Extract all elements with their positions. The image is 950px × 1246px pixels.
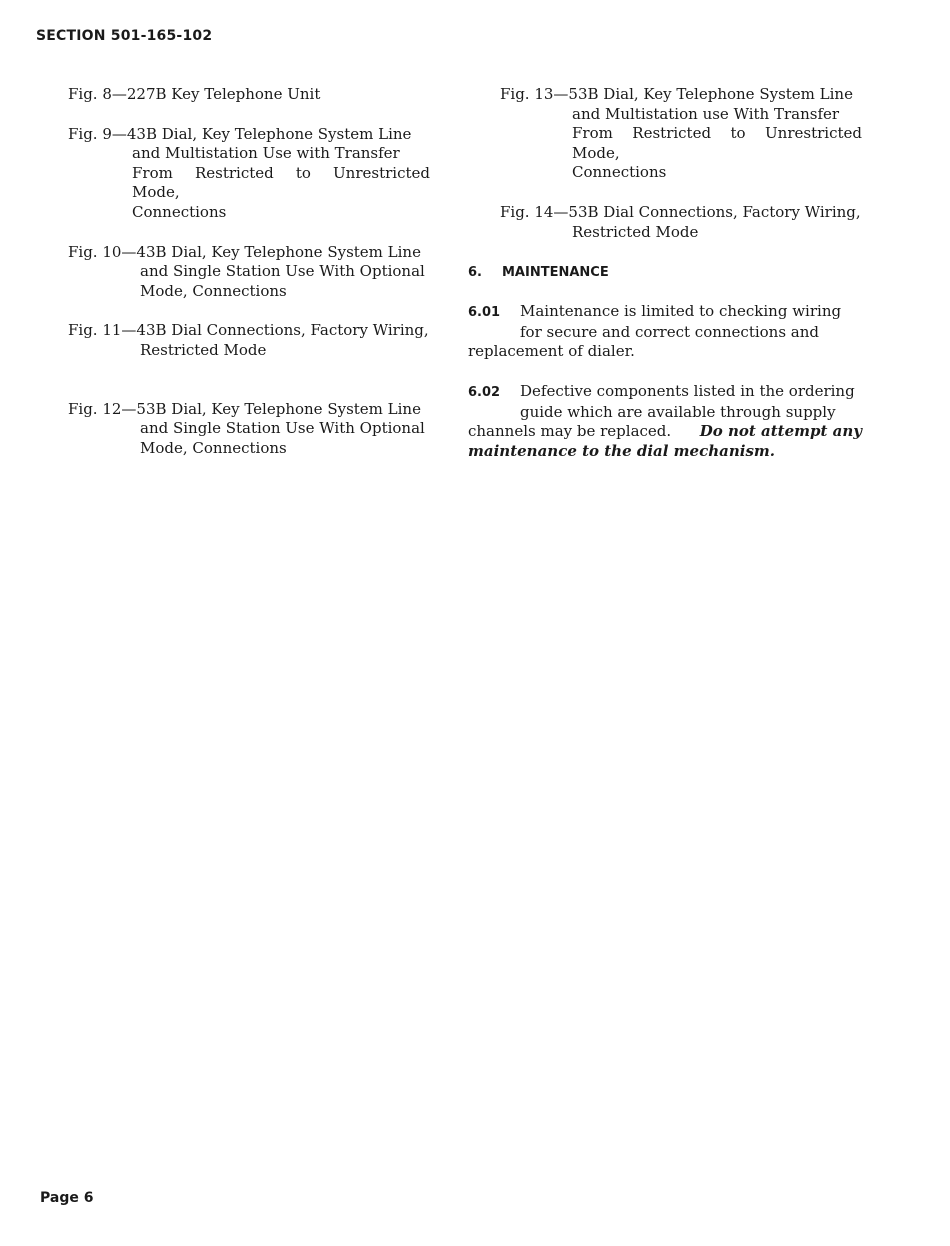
paragraph-line [468, 302, 862, 323]
figure-caption-14 [468, 203, 862, 242]
caption-line: From Restricted to Unrestricted Mode, [572, 124, 862, 162]
heading-number: 6. [468, 265, 482, 281]
figure-caption-12 [68, 400, 430, 459]
figure-caption-9 [68, 125, 430, 223]
emphasis-text: Do not attempt any [699, 422, 862, 441]
caption-line: and Single Station Use With Optional [140, 262, 425, 281]
caption-line: From Restricted to Unrestricted Mode, [132, 163, 430, 202]
paragraph-6-01 [468, 302, 862, 362]
caption-line: Fig. 11—43B Dial Connections, Factory Wiring, [68, 321, 429, 340]
caption-line: Fig. 9—43B Dial, Key Telephone System Line [68, 124, 412, 143]
paragraph-line: guide which are available through supply [520, 402, 836, 421]
caption-line: Fig. 13—53B Dial, Key Telephone System Line [500, 85, 853, 103]
caption-line: Restricted Mode [140, 340, 267, 359]
caption-line: Fig. 10—43B Dial, Key Telephone System Line [68, 242, 421, 261]
caption-line: and Multistation Use with Transfer [132, 144, 400, 163]
paragraph-text: channels may be replaced. [468, 422, 672, 441]
emphasis-text: maintenance to the dial mechanism. [468, 441, 775, 460]
paragraph-text: Defective components listed in the ordering [520, 381, 855, 400]
heading-title: MAINTENANCE [502, 265, 609, 281]
section-heading-maintenance [468, 263, 862, 282]
left-column [68, 85, 430, 458]
caption-line: Connections [132, 202, 227, 221]
caption-line: Fig. 8—227B Key Telephone Unit [68, 85, 321, 103]
paragraph-line [468, 382, 862, 403]
caption-line: and Single Station Use With Optional [140, 419, 425, 438]
figure-caption-11 [68, 321, 430, 360]
page-number: Page 6 [40, 1190, 94, 1206]
paragraph-text: Maintenance is limited to checking wiring [520, 302, 842, 321]
paragraph-line [468, 422, 862, 442]
caption-line: Mode, Connections [140, 438, 287, 457]
paragraph-line: for secure and correct connections and [520, 322, 820, 341]
paragraph-6-02 [468, 382, 862, 461]
caption-line: Connections [572, 163, 667, 182]
section-header: SECTION 501-165-102 [36, 28, 213, 44]
caption-line: Mode, Connections [140, 281, 287, 300]
figure-caption-13 [468, 85, 862, 183]
paragraph-number: 6.01 [468, 305, 501, 321]
caption-line: Fig. 12—53B Dial, Key Telephone System Line [68, 399, 421, 418]
caption-line: Fig. 14—53B Dial Connections, Factory Wiring, [500, 202, 861, 221]
paragraph-number: 6.02 [468, 384, 501, 400]
figure-caption-10 [68, 243, 430, 302]
paragraph-line: replacement of dialer. [468, 342, 635, 361]
caption-line: and Multistation use With Transfer [572, 104, 840, 123]
right-column [468, 85, 862, 461]
figure-caption-8 [68, 85, 430, 105]
caption-line: Restricted Mode [572, 222, 699, 241]
